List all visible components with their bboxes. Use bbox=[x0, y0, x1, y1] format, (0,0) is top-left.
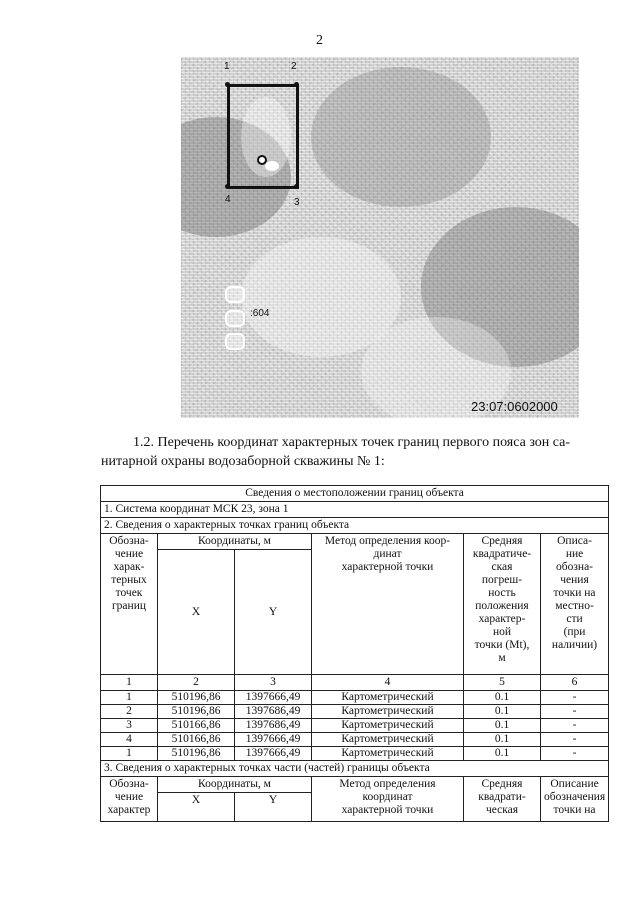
header-coords: Координаты, м bbox=[158, 534, 312, 550]
method: Картометрический bbox=[312, 733, 464, 747]
header3-point bbox=[101, 777, 158, 822]
header-description bbox=[541, 534, 609, 675]
vertex-marker bbox=[225, 82, 230, 87]
x-coordinate: 510166,86 bbox=[158, 733, 235, 747]
header-y: Y bbox=[235, 550, 312, 675]
column-number: 1 bbox=[101, 675, 158, 691]
vertex-marker bbox=[294, 82, 299, 87]
header3-y: Y bbox=[235, 793, 312, 822]
header-method-text: Метод определения коор- динат характерной точки bbox=[324, 535, 451, 573]
error: 0.1 bbox=[464, 733, 541, 747]
map-pin-icon bbox=[225, 310, 245, 327]
boundary-points-table bbox=[100, 485, 609, 822]
y-coordinate: 1397666,49 bbox=[235, 747, 312, 761]
heading-line-2: нитарной охраны водозаборной скважины № 1: bbox=[101, 454, 385, 469]
header-point bbox=[101, 534, 158, 675]
vertex-label-3: 3 bbox=[294, 197, 300, 208]
table-row bbox=[101, 719, 609, 733]
vertex-marker bbox=[294, 184, 299, 189]
page-number: 2 bbox=[316, 33, 323, 48]
x-coordinate: 510196,86 bbox=[158, 747, 235, 761]
well-halo bbox=[265, 161, 279, 171]
method: Картометрический bbox=[312, 747, 464, 761]
method: Картометрический bbox=[312, 719, 464, 733]
cadastral-number: 23:07:0602000 bbox=[471, 399, 558, 414]
table-title: Сведения о местоположении границ объекта bbox=[101, 486, 609, 502]
header-point-text: Обозна- чение харак- терных точек границ bbox=[109, 535, 149, 612]
header-x: X bbox=[158, 550, 235, 675]
header3-error-text: Средняя квадрати- ческая bbox=[478, 778, 526, 816]
column-number: 5 bbox=[464, 675, 541, 691]
description: - bbox=[541, 719, 609, 733]
error: 0.1 bbox=[464, 691, 541, 705]
description: - bbox=[541, 733, 609, 747]
header3-description-text: Описание обозначения точки на bbox=[544, 778, 606, 816]
error: 0.1 bbox=[464, 747, 541, 761]
error: 0.1 bbox=[464, 719, 541, 733]
x-coordinate: 510196,86 bbox=[158, 705, 235, 719]
y-coordinate: 1397666,49 bbox=[235, 691, 312, 705]
column-number: 3 bbox=[235, 675, 312, 691]
point-id: 1 bbox=[101, 747, 158, 761]
vertex-label-1: 1 bbox=[224, 61, 230, 72]
vertex-marker bbox=[225, 184, 230, 189]
table-row bbox=[101, 691, 609, 705]
header3-point-text: Обозна- чение характер bbox=[107, 778, 151, 816]
table-row bbox=[101, 733, 609, 747]
header3-method-text: Метод определения координат характерной точки bbox=[339, 778, 436, 816]
map-pin-icon bbox=[225, 333, 245, 350]
method: Картометрический bbox=[312, 691, 464, 705]
header3-method bbox=[312, 777, 464, 822]
cadastral-map bbox=[181, 57, 579, 418]
y-coordinate: 1397686,49 bbox=[235, 705, 312, 719]
vertex-label-2: 2 bbox=[291, 61, 297, 72]
description: - bbox=[541, 705, 609, 719]
header3-description bbox=[541, 777, 609, 822]
table-row bbox=[101, 705, 609, 719]
column-number: 2 bbox=[158, 675, 235, 691]
column-number-row bbox=[101, 675, 609, 691]
table-row bbox=[101, 747, 609, 761]
zone-boundary bbox=[227, 84, 299, 189]
heading-line-1: 1.2. Перечень координат характерных точек границ первого пояса зон са- bbox=[133, 435, 571, 450]
x-coordinate: 510166,86 bbox=[158, 719, 235, 733]
section-part-points-header: 3. Сведения о характерных точках части (частей) границы объекта bbox=[101, 761, 609, 777]
point-id: 2 bbox=[101, 705, 158, 719]
coordinate-system: 1. Система координат МСК 23, зона 1 bbox=[101, 502, 609, 518]
column-number: 6 bbox=[541, 675, 609, 691]
point-id: 4 bbox=[101, 733, 158, 747]
point-id: 3 bbox=[101, 719, 158, 733]
header-description-text: Описа- ние обозна- чения точки на местно- сти (при наличии) bbox=[551, 535, 598, 651]
vertex-label-4: 4 bbox=[225, 194, 231, 205]
point-id: 1 bbox=[101, 691, 158, 705]
header3-error bbox=[464, 777, 541, 822]
map-texture bbox=[311, 67, 491, 207]
description: - bbox=[541, 691, 609, 705]
y-coordinate: 1397666,49 bbox=[235, 733, 312, 747]
y-coordinate: 1397686,49 bbox=[235, 719, 312, 733]
map-pin-icon bbox=[225, 286, 245, 303]
x-coordinate: 510196,86 bbox=[158, 691, 235, 705]
error: 0.1 bbox=[464, 705, 541, 719]
header-error-text: Средняя квадратиче- ская погреш- ность положения характер- ной точки (Mt), м bbox=[472, 535, 532, 664]
column-number: 4 bbox=[312, 675, 464, 691]
description: - bbox=[541, 747, 609, 761]
parcel-label: :604 bbox=[250, 308, 270, 319]
section-points-header: 2. Сведения о характерных точках границ объекта bbox=[101, 518, 609, 534]
header3-coords: Координаты, м bbox=[158, 777, 312, 793]
header-method bbox=[312, 534, 464, 675]
header-error bbox=[464, 534, 541, 675]
method: Картометрический bbox=[312, 705, 464, 719]
header3-x: X bbox=[158, 793, 235, 822]
section-heading bbox=[101, 433, 587, 471]
